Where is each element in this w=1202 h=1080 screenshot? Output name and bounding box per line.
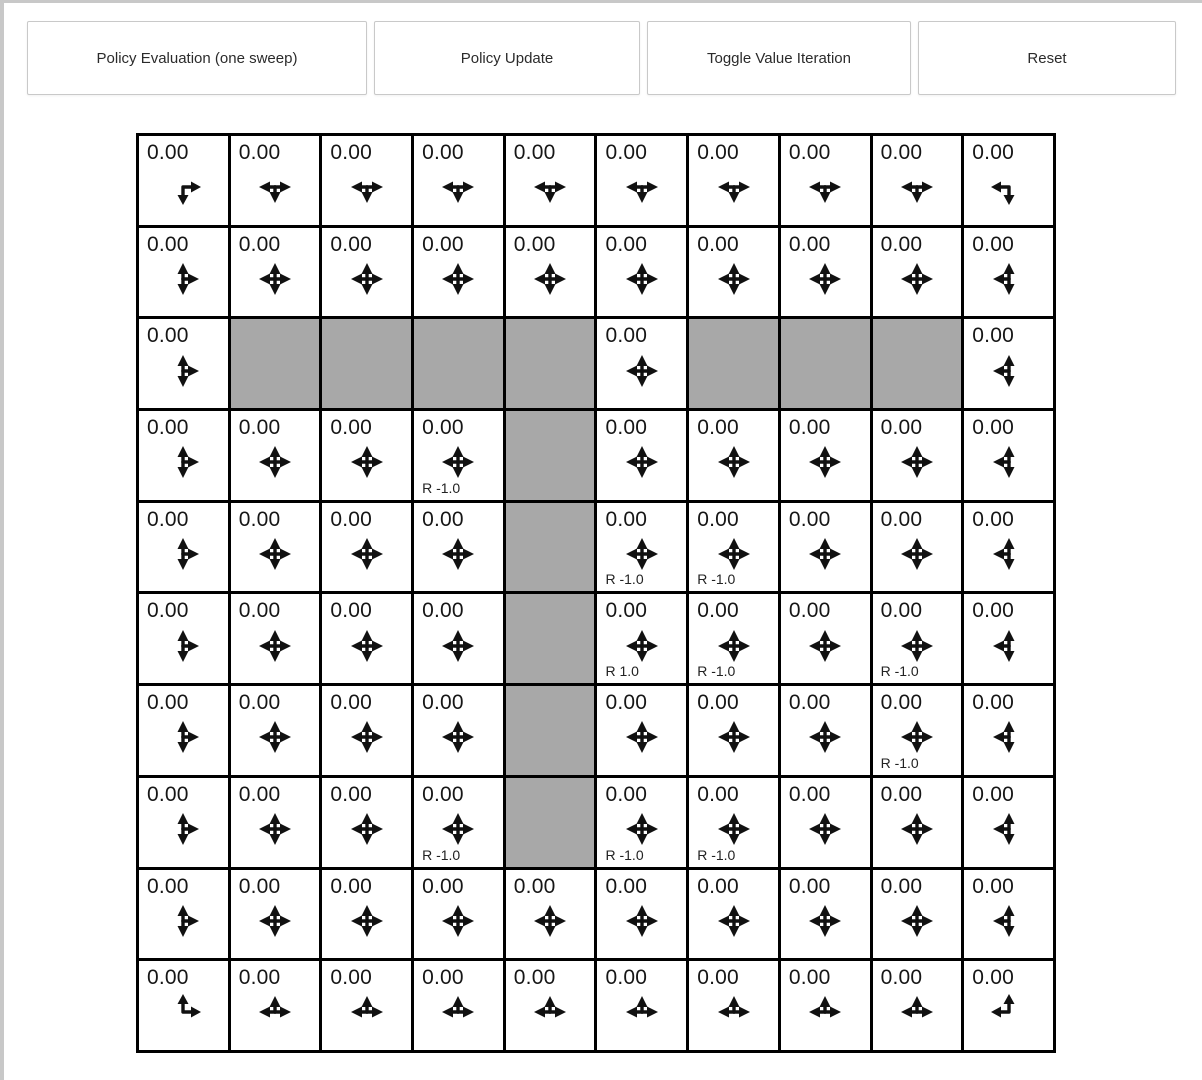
state-cell[interactable]: [964, 411, 1053, 500]
policy-arrows-icon: [436, 715, 480, 759]
state-value: 0.00: [788, 141, 831, 164]
state-value: 0.00: [147, 416, 189, 440]
state-value: 0.00: [972, 691, 1014, 715]
state-value: 0.00: [422, 416, 464, 440]
state-value: 0.00: [238, 691, 281, 715]
state-cell[interactable]: [597, 319, 686, 408]
state-value: 0.00: [972, 599, 1014, 623]
policy-arrows-icon: [803, 165, 847, 209]
state-cell[interactable]: [322, 778, 411, 867]
policy-arrows-icon: [712, 624, 756, 668]
state-value: 0.00: [697, 782, 739, 806]
policy-arrows-icon: [345, 440, 389, 484]
state-cell[interactable]: [781, 594, 870, 683]
state-value: 0.00: [513, 141, 556, 164]
state-cell[interactable]: [597, 686, 686, 775]
state-cell[interactable]: [139, 411, 228, 500]
state-value: 0.00: [605, 599, 648, 623]
policy-arrows-icon: [987, 349, 1031, 393]
state-cell[interactable]: [414, 503, 503, 592]
window-edge-top: [0, 0, 1202, 3]
state-cell[interactable]: [781, 411, 870, 500]
state-cell[interactable]: [597, 870, 686, 959]
state-cell[interactable]: [231, 411, 320, 500]
state-value: 0.00: [238, 782, 281, 806]
wall-cell: [506, 319, 595, 408]
state-value: 0.00: [422, 599, 464, 623]
state-value: 0.00: [972, 874, 1014, 898]
state-cell[interactable]: [139, 961, 228, 1050]
state-value: 0.00: [880, 232, 923, 256]
policy-arrows-icon: [712, 807, 756, 851]
state-value: 0.00: [880, 874, 923, 898]
policy-arrows-icon: [712, 899, 756, 943]
state-value: 0.00: [513, 232, 556, 256]
policy-arrows-icon: [436, 532, 480, 576]
reward-label: R -1.0: [880, 754, 919, 771]
state-cell[interactable]: [414, 870, 503, 959]
state-value: 0.00: [147, 599, 189, 623]
policy-arrows-icon: [161, 440, 205, 484]
policy-arrows-icon: [987, 165, 1031, 209]
state-value: 0.00: [972, 324, 1014, 348]
state-cell[interactable]: [873, 136, 962, 225]
state-value: 0.00: [422, 141, 464, 164]
reward-label: R -1.0: [880, 663, 919, 680]
policy-arrows-icon: [436, 624, 480, 668]
state-cell[interactable]: [231, 594, 320, 683]
state-value: 0.00: [238, 416, 281, 440]
policy-arrows-icon: [987, 899, 1031, 943]
state-value: 0.00: [880, 416, 923, 440]
state-cell[interactable]: [781, 778, 870, 867]
wall-cell: [322, 319, 411, 408]
policy-arrows-icon: [803, 440, 847, 484]
state-cell[interactable]: [414, 228, 503, 317]
state-cell[interactable]: [597, 228, 686, 317]
policy-arrows-icon: [803, 990, 847, 1034]
state-cell[interactable]: [139, 778, 228, 867]
policy-arrows-icon: [436, 899, 480, 943]
state-cell[interactable]: [689, 136, 778, 225]
state-cell[interactable]: [139, 686, 228, 775]
state-value: 0.00: [422, 507, 464, 531]
state-value: 0.00: [880, 691, 923, 715]
state-value: 0.00: [147, 324, 189, 348]
state-value: 0.00: [880, 141, 923, 164]
state-cell[interactable]: [781, 961, 870, 1050]
policy-arrows-icon: [712, 715, 756, 759]
state-cell[interactable]: [964, 319, 1053, 408]
state-cell[interactable]: [322, 503, 411, 592]
state-value: 0.00: [422, 874, 464, 898]
policy-arrows-icon: [987, 532, 1031, 576]
state-value: 0.00: [605, 966, 648, 990]
wall-cell: [414, 319, 503, 408]
policy-arrows-icon: [161, 257, 205, 301]
state-cell[interactable]: [231, 686, 320, 775]
wall-cell: [506, 778, 595, 867]
state-value: 0.00: [238, 507, 281, 531]
state-cell[interactable]: [231, 136, 320, 225]
state-value: 0.00: [605, 874, 648, 898]
reward-label: R -1.0: [605, 571, 644, 588]
state-value: 0.00: [147, 691, 189, 715]
policy-arrows-icon: [803, 715, 847, 759]
state-value: 0.00: [238, 232, 281, 256]
policy-arrows-icon: [620, 257, 664, 301]
policy-arrows-icon: [895, 165, 939, 209]
state-cell[interactable]: [322, 870, 411, 959]
state-cell[interactable]: [873, 961, 962, 1050]
state-value: 0.00: [605, 232, 648, 256]
policy-arrows-icon: [253, 257, 297, 301]
state-cell[interactable]: [597, 411, 686, 500]
state-value: 0.00: [972, 232, 1014, 256]
state-value: 0.00: [788, 507, 831, 531]
policy-arrows-icon: [895, 807, 939, 851]
policy-arrows-icon: [712, 532, 756, 576]
policy-arrows-icon: [436, 440, 480, 484]
state-cell[interactable]: [506, 228, 595, 317]
state-value: 0.00: [422, 966, 464, 990]
state-cell[interactable]: [231, 778, 320, 867]
state-cell[interactable]: [597, 503, 686, 592]
policy-arrows-icon: [712, 165, 756, 209]
wall-cell: [506, 503, 595, 592]
state-cell[interactable]: [689, 411, 778, 500]
policy-arrows-icon: [620, 807, 664, 851]
wall-cell: [506, 411, 595, 500]
state-cell[interactable]: [597, 778, 686, 867]
state-cell[interactable]: [964, 228, 1053, 317]
policy-arrows-icon: [436, 165, 480, 209]
state-value: 0.00: [330, 966, 373, 990]
policy-arrows-icon: [712, 990, 756, 1034]
policy-arrows-icon: [528, 257, 572, 301]
state-cell[interactable]: [873, 778, 962, 867]
state-value: 0.00: [880, 782, 923, 806]
state-value: 0.00: [422, 782, 464, 806]
state-value: 0.00: [330, 782, 373, 806]
reward-label: R -1.0: [605, 846, 644, 863]
policy-arrows-icon: [253, 807, 297, 851]
state-cell[interactable]: [322, 686, 411, 775]
policy-arrows-icon: [161, 624, 205, 668]
state-cell[interactable]: [781, 870, 870, 959]
state-cell[interactable]: [139, 136, 228, 225]
state-value: 0.00: [605, 324, 648, 348]
state-cell[interactable]: [964, 503, 1053, 592]
state-cell[interactable]: [964, 686, 1053, 775]
policy-arrows-icon: [253, 899, 297, 943]
policy-arrows-icon: [803, 624, 847, 668]
state-cell[interactable]: [781, 686, 870, 775]
policy-arrows-icon: [253, 165, 297, 209]
state-cell[interactable]: [139, 594, 228, 683]
toggle-value-iteration-button[interactable]: Toggle Value Iteration: [647, 21, 911, 95]
state-value: 0.00: [513, 966, 556, 990]
state-cell[interactable]: [689, 686, 778, 775]
policy-arrows-icon: [712, 440, 756, 484]
window-edge-left: [0, 0, 4, 1080]
policy-arrows-icon: [620, 440, 664, 484]
policy-arrows-icon: [345, 807, 389, 851]
reward-label: R -1.0: [697, 571, 736, 588]
policy-arrows-icon: [253, 624, 297, 668]
state-cell[interactable]: [964, 136, 1053, 225]
policy-arrows-icon: [987, 257, 1031, 301]
state-value: 0.00: [147, 782, 189, 806]
state-cell[interactable]: [139, 319, 228, 408]
wall-cell: [873, 319, 962, 408]
policy-arrows-icon: [161, 807, 205, 851]
state-cell[interactable]: [414, 961, 503, 1050]
state-value: 0.00: [972, 966, 1014, 990]
state-cell[interactable]: [506, 961, 595, 1050]
policy-arrows-icon: [803, 807, 847, 851]
policy-arrows-icon: [987, 440, 1031, 484]
state-value: 0.00: [330, 232, 373, 256]
state-cell[interactable]: [781, 136, 870, 225]
state-cell[interactable]: [781, 228, 870, 317]
wall-cell: [689, 319, 778, 408]
policy-arrows-icon: [895, 715, 939, 759]
wall-cell: [506, 594, 595, 683]
reward-label: R 1.0: [605, 663, 639, 680]
policy-arrows-icon: [895, 257, 939, 301]
reset-button[interactable]: Reset: [918, 21, 1176, 95]
policy-arrows-icon: [253, 990, 297, 1034]
policy-arrows-icon: [895, 990, 939, 1034]
state-cell[interactable]: [322, 228, 411, 317]
gridworld-grid: [136, 133, 1056, 1053]
wall-cell: [506, 686, 595, 775]
policy-arrows-icon: [895, 899, 939, 943]
policy-update-button[interactable]: Policy Update: [374, 21, 640, 95]
toolbar: [27, 21, 1176, 95]
state-cell[interactable]: [689, 778, 778, 867]
policy-arrows-icon: [345, 165, 389, 209]
policy-arrows-icon: [161, 165, 205, 209]
state-value: 0.00: [238, 141, 281, 164]
state-cell[interactable]: [689, 228, 778, 317]
policy-arrows-icon: [161, 715, 205, 759]
policy-arrows-icon: [987, 990, 1031, 1034]
policy-arrows-icon: [528, 990, 572, 1034]
policy-arrows-icon: [987, 715, 1031, 759]
state-cell[interactable]: [414, 136, 503, 225]
state-value: 0.00: [513, 874, 556, 898]
state-cell[interactable]: [597, 136, 686, 225]
state-value: 0.00: [605, 691, 648, 715]
state-value: 0.00: [605, 507, 648, 531]
wall-cell: [781, 319, 870, 408]
state-cell[interactable]: [964, 594, 1053, 683]
state-cell[interactable]: [231, 961, 320, 1050]
state-value: 0.00: [697, 691, 739, 715]
state-cell[interactable]: [139, 228, 228, 317]
state-value: 0.00: [330, 874, 373, 898]
policy-arrows-icon: [620, 624, 664, 668]
policy-arrows-icon: [345, 715, 389, 759]
policy-arrows-icon: [803, 257, 847, 301]
state-value: 0.00: [697, 874, 739, 898]
policy-arrows-icon: [161, 899, 205, 943]
policy-arrows-icon: [895, 440, 939, 484]
state-value: 0.00: [788, 966, 831, 990]
state-cell[interactable]: [873, 870, 962, 959]
state-cell[interactable]: [231, 870, 320, 959]
reward-label: R -1.0: [422, 846, 461, 863]
policy-arrows-icon: [803, 532, 847, 576]
state-value: 0.00: [605, 416, 648, 440]
state-value: 0.00: [880, 966, 923, 990]
state-cell[interactable]: [322, 961, 411, 1050]
state-cell[interactable]: [873, 503, 962, 592]
state-value: 0.00: [788, 691, 831, 715]
policy-arrows-icon: [345, 257, 389, 301]
policy-arrows-icon: [803, 899, 847, 943]
policy-arrows-icon: [712, 257, 756, 301]
policy-arrows-icon: [345, 899, 389, 943]
state-cell[interactable]: [597, 594, 686, 683]
state-cell[interactable]: [139, 870, 228, 959]
reward-label: R -1.0: [697, 663, 736, 680]
state-cell[interactable]: [322, 594, 411, 683]
policy-arrows-icon: [161, 349, 205, 393]
policy-arrows-icon: [987, 807, 1031, 851]
state-cell[interactable]: [689, 594, 778, 683]
state-cell[interactable]: [322, 136, 411, 225]
state-cell[interactable]: [781, 503, 870, 592]
state-cell[interactable]: [506, 870, 595, 959]
state-value: 0.00: [972, 507, 1014, 531]
state-value: 0.00: [422, 232, 464, 256]
state-value: 0.00: [238, 966, 281, 990]
state-value: 0.00: [330, 691, 373, 715]
state-value: 0.00: [697, 599, 739, 623]
state-cell[interactable]: [689, 870, 778, 959]
state-value: 0.00: [147, 874, 189, 898]
state-cell[interactable]: [689, 961, 778, 1050]
policy-arrows-icon: [528, 899, 572, 943]
state-cell[interactable]: [873, 686, 962, 775]
state-cell[interactable]: [506, 136, 595, 225]
state-value: 0.00: [697, 141, 739, 164]
state-cell[interactable]: [231, 503, 320, 592]
state-cell[interactable]: [964, 870, 1053, 959]
policy-arrows-icon: [620, 165, 664, 209]
policy-arrows-icon: [436, 257, 480, 301]
policy-arrows-icon: [987, 624, 1031, 668]
state-value: 0.00: [972, 782, 1014, 806]
state-cell[interactable]: [139, 503, 228, 592]
state-value: 0.00: [972, 416, 1014, 440]
policy-arrows-icon: [620, 899, 664, 943]
policy-arrows-icon: [620, 715, 664, 759]
state-value: 0.00: [147, 507, 189, 531]
state-cell[interactable]: [964, 961, 1053, 1050]
policy-arrows-icon: [345, 532, 389, 576]
state-value: 0.00: [238, 874, 281, 898]
state-value: 0.00: [605, 782, 648, 806]
policy-arrows-icon: [620, 990, 664, 1034]
state-value: 0.00: [147, 232, 189, 256]
state-value: 0.00: [147, 966, 189, 990]
reward-label: R -1.0: [697, 846, 736, 863]
state-value: 0.00: [330, 507, 373, 531]
policy-arrows-icon: [895, 624, 939, 668]
state-value: 0.00: [788, 782, 831, 806]
state-cell[interactable]: [414, 686, 503, 775]
state-value: 0.00: [697, 232, 739, 256]
policy-arrows-icon: [528, 165, 572, 209]
state-cell[interactable]: [414, 778, 503, 867]
state-cell[interactable]: [689, 503, 778, 592]
policy-arrows-icon: [436, 807, 480, 851]
state-value: 0.00: [330, 416, 373, 440]
state-value: 0.00: [697, 966, 739, 990]
state-value: 0.00: [788, 232, 831, 256]
state-cell[interactable]: [597, 961, 686, 1050]
state-cell[interactable]: [873, 411, 962, 500]
policy-arrows-icon: [345, 624, 389, 668]
policy-arrows-icon: [161, 532, 205, 576]
state-value: 0.00: [697, 507, 739, 531]
state-value: 0.00: [880, 507, 923, 531]
state-value: 0.00: [422, 691, 464, 715]
state-cell[interactable]: [322, 411, 411, 500]
state-value: 0.00: [147, 141, 189, 164]
policy-arrows-icon: [253, 440, 297, 484]
state-value: 0.00: [238, 599, 281, 623]
reward-label: R -1.0: [422, 479, 461, 496]
state-value: 0.00: [605, 141, 648, 164]
state-cell[interactable]: [964, 778, 1053, 867]
state-cell[interactable]: [873, 594, 962, 683]
policy-arrows-icon: [161, 990, 205, 1034]
state-value: 0.00: [330, 141, 373, 164]
state-value: 0.00: [697, 416, 739, 440]
state-cell[interactable]: [414, 594, 503, 683]
state-value: 0.00: [788, 416, 831, 440]
state-cell[interactable]: [231, 228, 320, 317]
policy-arrows-icon: [436, 990, 480, 1034]
state-value: 0.00: [788, 874, 831, 898]
policy-arrows-icon: [253, 532, 297, 576]
policy-arrows-icon: [620, 349, 664, 393]
policy-arrows-icon: [345, 990, 389, 1034]
policy-evaluation-button[interactable]: Policy Evaluation (one sweep): [27, 21, 367, 95]
state-value: 0.00: [880, 599, 923, 623]
wall-cell: [231, 319, 320, 408]
state-value: 0.00: [972, 141, 1014, 164]
policy-arrows-icon: [620, 532, 664, 576]
state-cell[interactable]: [873, 228, 962, 317]
state-cell[interactable]: [414, 411, 503, 500]
state-value: 0.00: [330, 599, 373, 623]
policy-arrows-icon: [895, 532, 939, 576]
state-value: 0.00: [788, 599, 831, 623]
policy-arrows-icon: [253, 715, 297, 759]
